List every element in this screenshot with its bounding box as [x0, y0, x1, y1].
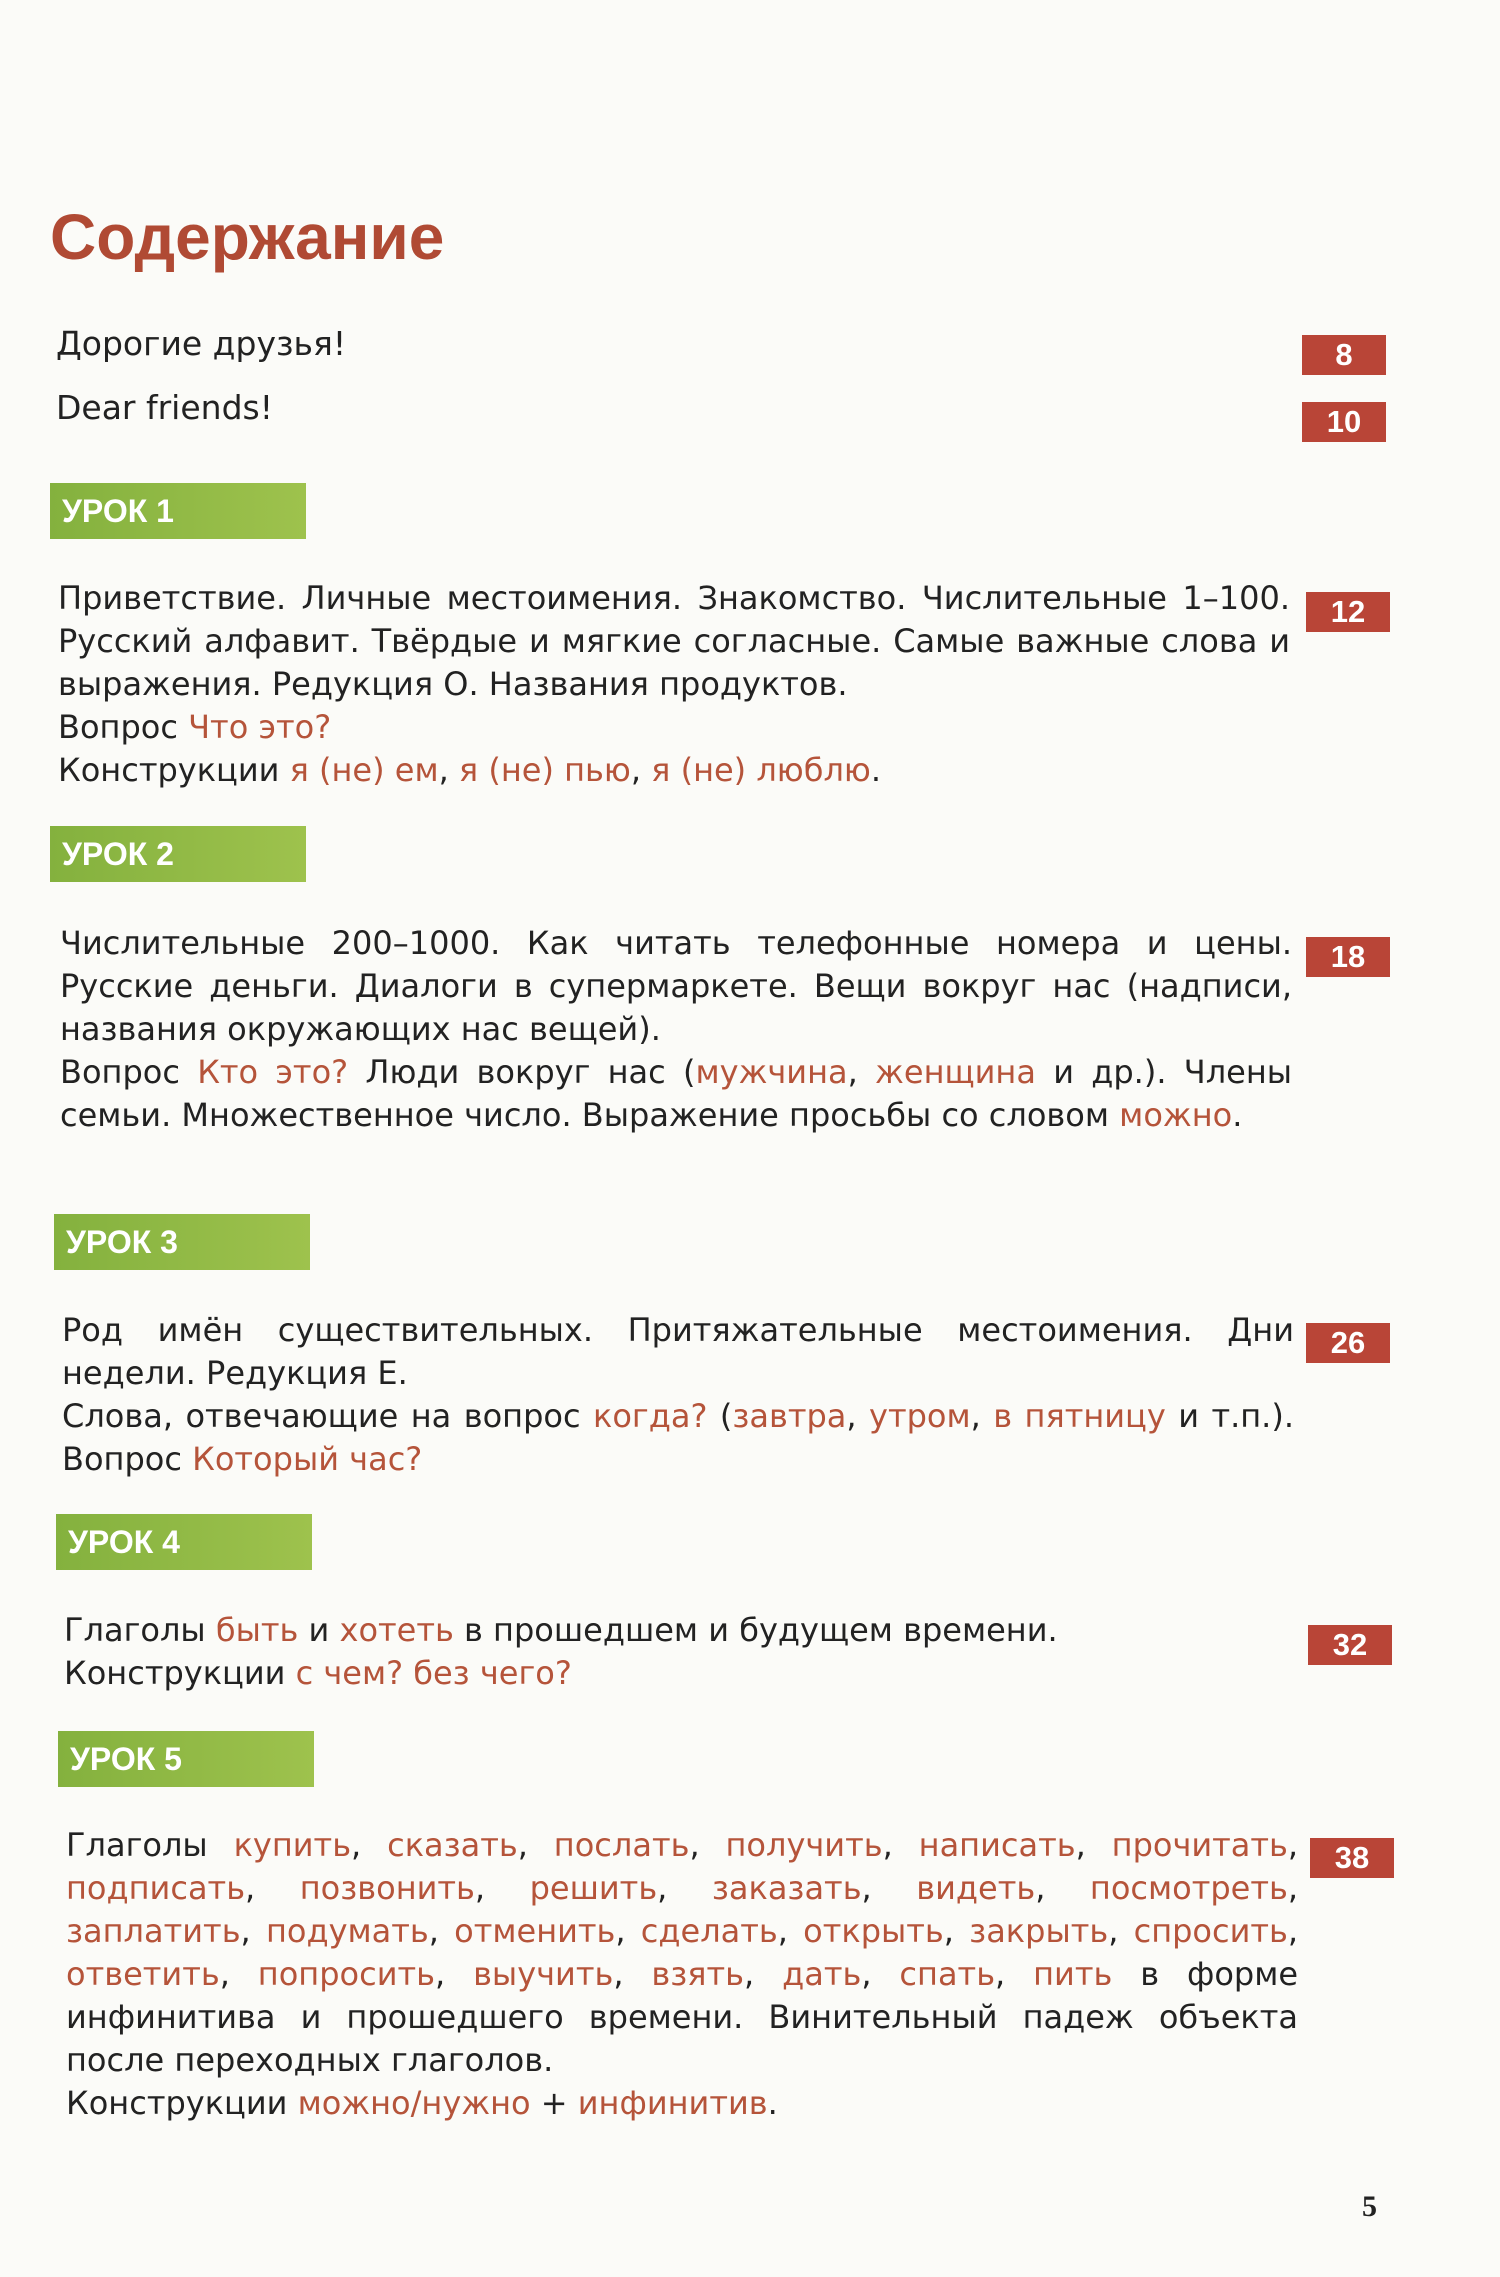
text-run: Слова, отвечающие на вопрос: [62, 1397, 593, 1435]
lesson-paragraph: [60, 1051, 1292, 1137]
highlighted-term: подписать: [66, 1869, 246, 1907]
highlighted-term: спросить: [1133, 1912, 1288, 1950]
intro-item: Дорогие друзья!: [56, 324, 347, 363]
text-run: ,: [995, 1955, 1034, 1993]
highlighted-term: Кто это?: [197, 1053, 349, 1091]
text-run: и т.п.). Вопрос: [62, 1397, 1294, 1478]
page-ref-badge[interactable]: 10: [1302, 402, 1386, 442]
highlighted-term: попросить: [257, 1955, 435, 1993]
text-run: ,: [689, 1826, 726, 1864]
text-run: ,: [882, 1826, 919, 1864]
highlighted-term: написать: [918, 1826, 1076, 1864]
page-ref-badge[interactable]: 12: [1306, 592, 1390, 632]
highlighted-term: отменить: [454, 1912, 616, 1950]
highlighted-term: подумать: [265, 1912, 429, 1950]
intro-item: Dear friends!: [56, 388, 273, 427]
text-run: +: [530, 2084, 578, 2122]
text-run: и др.). Члены семьи. Множественное число. Выражение просьбы со словом: [60, 1053, 1293, 1134]
highlighted-term: Что это?: [188, 708, 332, 746]
text-run: ,: [744, 1955, 783, 1993]
highlighted-term: видеть: [916, 1869, 1036, 1907]
highlighted-term: купить: [233, 1826, 352, 1864]
highlighted-term: решить: [529, 1869, 658, 1907]
highlighted-term: получить: [725, 1826, 883, 1864]
page-ref-badge[interactable]: 8: [1302, 335, 1386, 375]
highlighted-term: ответить: [66, 1955, 220, 1993]
text-run: ,: [1287, 1912, 1299, 1950]
text-run: ,: [351, 1826, 388, 1864]
text-run: Приветствие. Личные местоимения. Знакомство. Числительные 1–100. Русский алфавит. Твёрдые и мягкие согласные. Самые важные слова и выражения. Редукция О. Названия продуктов.: [58, 579, 1290, 703]
lesson-header: УРОК 1: [50, 483, 306, 539]
lesson-description: [58, 577, 1290, 792]
highlighted-term: посмотреть: [1089, 1869, 1288, 1907]
lesson-header: УРОК 3: [54, 1214, 310, 1270]
lesson-paragraph: [62, 1395, 1294, 1481]
page-ref-badge[interactable]: 32: [1308, 1625, 1392, 1665]
text-run: ,: [615, 1912, 641, 1950]
lesson-paragraph: [58, 577, 1290, 706]
lesson-header: УРОК 4: [56, 1514, 312, 1570]
highlighted-term: инфинитив: [577, 2084, 768, 2122]
text-run: ,: [1075, 1826, 1112, 1864]
text-run: Конструкции: [66, 2084, 298, 2122]
highlighted-term: мужчина: [695, 1053, 848, 1091]
highlighted-term: открыть: [803, 1912, 944, 1950]
text-run: ,: [777, 1912, 804, 1950]
text-run: ,: [613, 1955, 652, 1993]
text-run: ,: [434, 1955, 474, 1993]
highlighted-term: Который час?: [192, 1440, 423, 1478]
text-run: ,: [847, 1053, 876, 1091]
highlighted-term: заплатить: [66, 1912, 241, 1950]
lesson-paragraph: [64, 1652, 1296, 1695]
highlighted-term: быть: [215, 1611, 299, 1649]
highlighted-term: позвонить: [299, 1869, 475, 1907]
text-run: ,: [861, 1869, 917, 1907]
page-title: Содержание: [50, 201, 445, 273]
text-run: Числительные 200–1000. Как читать телефонные номера и цены. Русские деньги. Диалоги в супермаркете. Вещи вокруг нас (надписи, названия окружающих нас вещей).: [60, 924, 1292, 1048]
text-run: Глаголы: [64, 1611, 216, 1649]
text-run: в прошедшем и будущем времени.: [453, 1611, 1058, 1649]
text-run: (: [707, 1397, 733, 1435]
highlighted-term: сделать: [640, 1912, 778, 1950]
text-run: Конструкции: [64, 1654, 296, 1692]
lesson-description: [62, 1309, 1294, 1481]
text-run: ,: [428, 1912, 455, 1950]
highlighted-term: можно/нужно: [297, 2084, 531, 2122]
lesson-header: УРОК 5: [58, 1731, 314, 1787]
text-run: в форме инфинитива и прошедшего времени. Винительный падеж объекта после переходных глаголов.: [66, 1955, 1299, 2079]
highlighted-term: заказать: [711, 1869, 862, 1907]
lesson-paragraph: [60, 922, 1292, 1051]
lesson-paragraph: [62, 1309, 1294, 1395]
highlighted-term: я (не) ем: [289, 751, 439, 789]
highlighted-term: сказать: [387, 1826, 518, 1864]
lesson-description: [60, 922, 1292, 1137]
text-run: .: [767, 2084, 778, 2122]
highlighted-term: прочитать: [1111, 1826, 1288, 1864]
text-run: и: [298, 1611, 340, 1649]
text-run: ,: [630, 751, 652, 789]
lesson-paragraph: [66, 1824, 1298, 2082]
highlighted-term: с чем? без чего?: [295, 1654, 572, 1692]
text-run: Род имён существительных. Притяжательные местоимения. Дни недели. Редукция Е.: [62, 1311, 1294, 1392]
lesson-description: [64, 1609, 1296, 1695]
text-run: Вопрос: [58, 708, 189, 746]
highlighted-term: выучить: [473, 1955, 614, 1993]
highlighted-term: женщина: [875, 1053, 1036, 1091]
page-ref-badge[interactable]: 18: [1306, 937, 1390, 977]
highlighted-term: послать: [553, 1826, 690, 1864]
highlighted-term: закрыть: [969, 1912, 1109, 1950]
text-run: ,: [970, 1397, 994, 1435]
text-run: .: [1232, 1096, 1243, 1134]
page-number: 5: [1362, 2190, 1377, 2223]
text-run: ,: [861, 1955, 900, 1993]
text-run: ,: [1035, 1869, 1090, 1907]
text-run: ,: [438, 751, 459, 789]
text-run: ,: [943, 1912, 970, 1950]
lesson-paragraph: [58, 749, 1290, 792]
text-run: ,: [240, 1912, 266, 1950]
text-run: .: [870, 751, 882, 789]
highlighted-term: я (не) люблю: [651, 751, 871, 789]
highlighted-term: хотеть: [339, 1611, 454, 1649]
highlighted-term: завтра: [732, 1397, 847, 1435]
highlighted-term: я (не) пью: [458, 751, 631, 789]
lesson-paragraph: [58, 706, 1290, 749]
highlighted-term: можно: [1119, 1096, 1233, 1134]
text-run: Вопрос: [60, 1053, 198, 1091]
text-run: ,: [846, 1397, 869, 1435]
text-run: ,: [219, 1955, 258, 1993]
text-run: Люди вокруг нас (: [348, 1053, 696, 1091]
text-run: ,: [1287, 1869, 1299, 1907]
highlighted-term: пить: [1033, 1955, 1113, 1993]
text-run: ,: [517, 1826, 554, 1864]
highlighted-term: когда?: [592, 1397, 708, 1435]
text-run: ,: [657, 1869, 712, 1907]
text-run: ,: [1108, 1912, 1134, 1950]
page-ref-badge[interactable]: 38: [1310, 1838, 1394, 1878]
highlighted-term: в пятницу: [993, 1397, 1166, 1435]
page-ref-badge[interactable]: 26: [1306, 1323, 1390, 1363]
text-run: Глаголы: [66, 1826, 234, 1864]
lesson-paragraph: [66, 2082, 1298, 2125]
highlighted-term: дать: [782, 1955, 862, 1993]
lesson-header: УРОК 2: [50, 826, 306, 882]
highlighted-term: утром: [869, 1397, 971, 1435]
highlighted-term: спать: [899, 1955, 996, 1993]
text-run: ,: [1287, 1826, 1299, 1864]
highlighted-term: взять: [651, 1955, 745, 1993]
lesson-paragraph: [64, 1609, 1296, 1652]
text-run: Конструкции: [58, 751, 290, 789]
lesson-description: [66, 1824, 1298, 2125]
text-run: ,: [245, 1869, 300, 1907]
text-run: ,: [474, 1869, 530, 1907]
